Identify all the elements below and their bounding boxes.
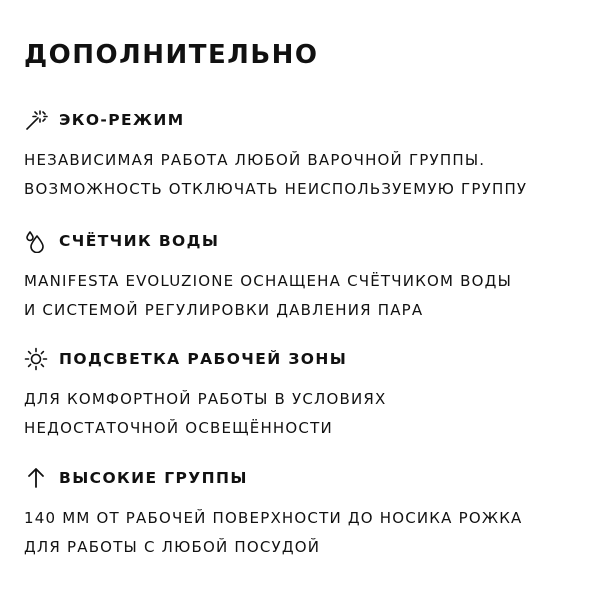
feature-description bbox=[24, 385, 584, 443]
sun-icon bbox=[24, 347, 48, 371]
page-title: ДОПОЛНИТЕЛЬНО bbox=[24, 40, 319, 70]
feature-water-meter bbox=[24, 229, 584, 325]
feature-title: ЭКО-РЕЖИМ bbox=[59, 111, 185, 129]
feature-description-line: НЕЗАВИСИМАЯ РАБОТА ЛЮБОЙ ВАРОЧНОЙ ГРУППЫ. bbox=[24, 151, 486, 169]
feature-description-line: И СИСТЕМОЙ РЕГУЛИРОВКИ ДАВЛЕНИЯ ПАРА bbox=[24, 301, 424, 319]
feature-description-line: НЕДОСТАТОЧНОЙ ОСВЕЩЁННОСТИ bbox=[24, 419, 333, 437]
feature-description-line: MANIFESTA EVOLUZIONE ОСНАЩЕНА СЧЁТЧИКОМ ВОДЫ bbox=[24, 272, 513, 290]
page bbox=[24, 0, 584, 600]
feature-description-line: ДЛЯ РАБОТЫ С ЛЮБОЙ ПОСУДОЙ bbox=[24, 538, 321, 556]
feature-header bbox=[24, 229, 584, 253]
feature-description bbox=[24, 267, 584, 325]
feature-work-area-lighting bbox=[24, 347, 584, 443]
feature-description-line: 140 ММ ОТ РАБОЧЕЙ ПОВЕРХНОСТИ ДО НОСИКА РОЖКА bbox=[24, 509, 523, 527]
water-drops-icon bbox=[24, 229, 48, 253]
magic-wand-icon bbox=[24, 108, 48, 132]
feature-title: ВЫСОКИЕ ГРУППЫ bbox=[59, 469, 248, 487]
feature-title: СЧЁТЧИК ВОДЫ bbox=[59, 232, 220, 250]
feature-header bbox=[24, 347, 584, 371]
feature-description-line: ВОЗМОЖНОСТЬ ОТКЛЮЧАТЬ НЕИСПОЛЬЗУЕМУЮ ГРУППУ bbox=[24, 180, 528, 198]
feature-description-line: ДЛЯ КОМФОРТНОЙ РАБОТЫ В УСЛОВИЯХ bbox=[24, 390, 387, 408]
feature-title: ПОДСВЕТКА РАБОЧЕЙ ЗОНЫ bbox=[59, 350, 348, 368]
feature-eco-mode bbox=[24, 108, 584, 204]
arrow-up-icon bbox=[24, 466, 48, 490]
feature-high-groups bbox=[24, 466, 584, 562]
feature-description bbox=[24, 504, 584, 562]
feature-description bbox=[24, 146, 584, 204]
feature-header bbox=[24, 108, 584, 132]
feature-header bbox=[24, 466, 584, 490]
